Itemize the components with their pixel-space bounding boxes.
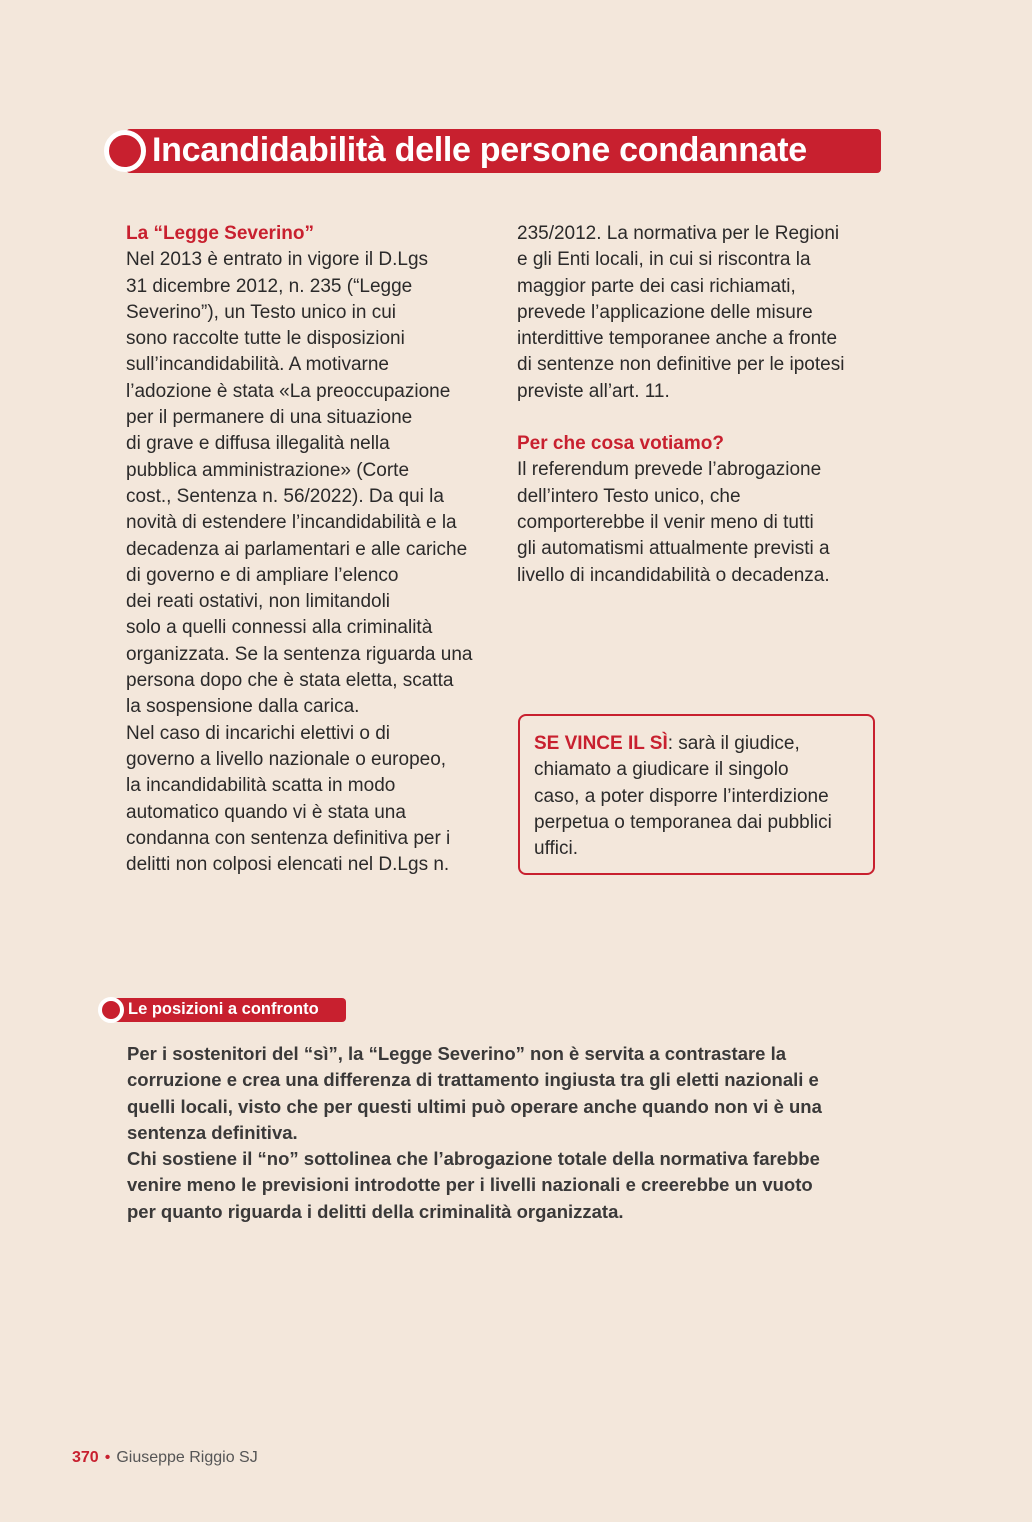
- right-column: [517, 221, 877, 589]
- author-name: Giuseppe Riggio SJ: [116, 1449, 258, 1466]
- text-line: la sospensione dalla carica.: [126, 696, 360, 718]
- text-line: venire meno le previsioni introdotte per i livelli nazionali e creerebbe un vuoto: [127, 1174, 813, 1196]
- text-line: corruzione e crea una differenza di trattamento ingiusta tra gli eletti nazionali e: [127, 1069, 819, 1091]
- callout-line: uffici.: [534, 838, 579, 860]
- text-line: sentenza definitiva.: [127, 1121, 298, 1143]
- positions-tag-label: Le posizioni a confronto: [128, 1000, 319, 1018]
- text-line: decadenza ai parlamentari e alle cariche: [126, 538, 468, 560]
- text-line: 235/2012. La normativa per le Regioni: [517, 223, 840, 244]
- text-line: gli automatismi attualmente previsti a: [517, 538, 830, 560]
- section-heading-legge-severino: La “Legge Severino”: [126, 223, 314, 244]
- callout-text: : sarà il giudice,: [667, 733, 800, 754]
- left-column-body: [126, 247, 496, 878]
- positions-bullet-icon: [98, 997, 124, 1023]
- callout-first-line: [534, 731, 859, 757]
- text-line: sull’incandidabilità. A motivarne: [126, 354, 389, 376]
- left-column: [126, 221, 496, 878]
- text-line: dei reati ostativi, non limitandoli: [126, 591, 391, 613]
- title-banner: [104, 129, 881, 173]
- text-line: per il permanere di una situazione: [126, 407, 413, 429]
- positions-tag: [98, 997, 346, 1023]
- text-line: quelli locali, visto che per questi ultimi può operare anche quando non vi è una: [127, 1095, 822, 1117]
- text-line: prevede l’applicazione delle misure: [517, 301, 813, 323]
- text-line: persona dopo che è stata eletta, scatta: [126, 670, 454, 692]
- text-line: delitti non colposi elencati nel D.Lgs n.: [126, 854, 450, 876]
- text-line: Nel caso di incarichi elettivi o di: [126, 722, 391, 744]
- callout-line: caso, a poter disporre l’interdizione: [534, 785, 829, 807]
- text-line: condanna con sentenza definitiva per i: [126, 827, 451, 849]
- text-line: Severino”), un Testo unico in cui: [126, 301, 397, 323]
- text-line: cost., Sentenza n. 56/2022). Da qui la: [126, 485, 444, 507]
- text-line: pubblica amministrazione» (Corte: [126, 459, 410, 481]
- text-line: dell’intero Testo unico, che: [517, 485, 741, 507]
- text-line: maggior parte dei casi richiamati,: [517, 275, 796, 297]
- text-line: governo a livello nazionale o europeo,: [126, 748, 447, 770]
- text-line: sono raccolte tutte le disposizioni: [126, 328, 405, 350]
- positions-text: [127, 1041, 862, 1225]
- text-line: livello di incandidabilità o decadenza.: [517, 564, 830, 586]
- text-line: per quanto riguarda i delitti della criminalità organizzata.: [127, 1200, 624, 1222]
- callout-line: perpetua o temporanea dai pubblici: [534, 811, 832, 833]
- text-line: organizzata. Se la sentenza riguarda una: [126, 643, 473, 665]
- text-line: interdittive temporanee anche a fronte: [517, 328, 838, 350]
- se-vince-il-si-callout: [518, 714, 875, 875]
- page-footer: [72, 1449, 258, 1467]
- text-line: di sentenze non definitive per le ipotesi: [517, 354, 845, 376]
- spacer: [517, 405, 877, 431]
- callout-lead: SE VINCE IL SÌ: [534, 733, 668, 754]
- text-line: solo a quelli connessi alla criminalità: [126, 617, 433, 639]
- text-line: Per i sostenitori del “sì”, la “Legge Severino” non è servita a contrastare la: [127, 1043, 787, 1064]
- bullet-icon: •: [104, 1449, 111, 1466]
- text-line: automatico quando vi è stata una: [126, 801, 406, 823]
- text-line: previste all’art. 11.: [517, 380, 670, 402]
- text-line: di governo e di ampliare l’elenco: [126, 564, 399, 586]
- page-number: 370: [72, 1449, 99, 1466]
- page-title: Incandidabilità delle persone condannate: [152, 131, 807, 169]
- text-line: Chi sostiene il “no” sottolinea che l’abrogazione totale della normativa farebbe: [127, 1148, 820, 1170]
- text-line: Il referendum prevede l’abrogazione: [517, 459, 822, 481]
- title-bullet-icon: [104, 130, 146, 172]
- text-line: 31 dicembre 2012, n. 235 (“Legge: [126, 275, 413, 297]
- text-line: e gli Enti locali, in cui si riscontra la: [517, 249, 811, 271]
- text-line: novità di estendere l’incandidabilità e la: [126, 512, 457, 534]
- text-line: comporterebbe il venir meno di tutti: [517, 511, 814, 533]
- text-line: di grave e diffusa illegalità nella: [126, 433, 390, 455]
- text-line: la incandidabilità scatta in modo: [126, 775, 396, 797]
- section-heading-per-che-cosa-votiamo: Per che cosa votiamo?: [517, 433, 724, 455]
- callout-line: chiamato a giudicare il singolo: [534, 759, 789, 781]
- text-line: l’adozione è stata «La preoccupazione: [126, 380, 451, 402]
- text-line: Nel 2013 è entrato in vigore il D.Lgs: [126, 249, 429, 271]
